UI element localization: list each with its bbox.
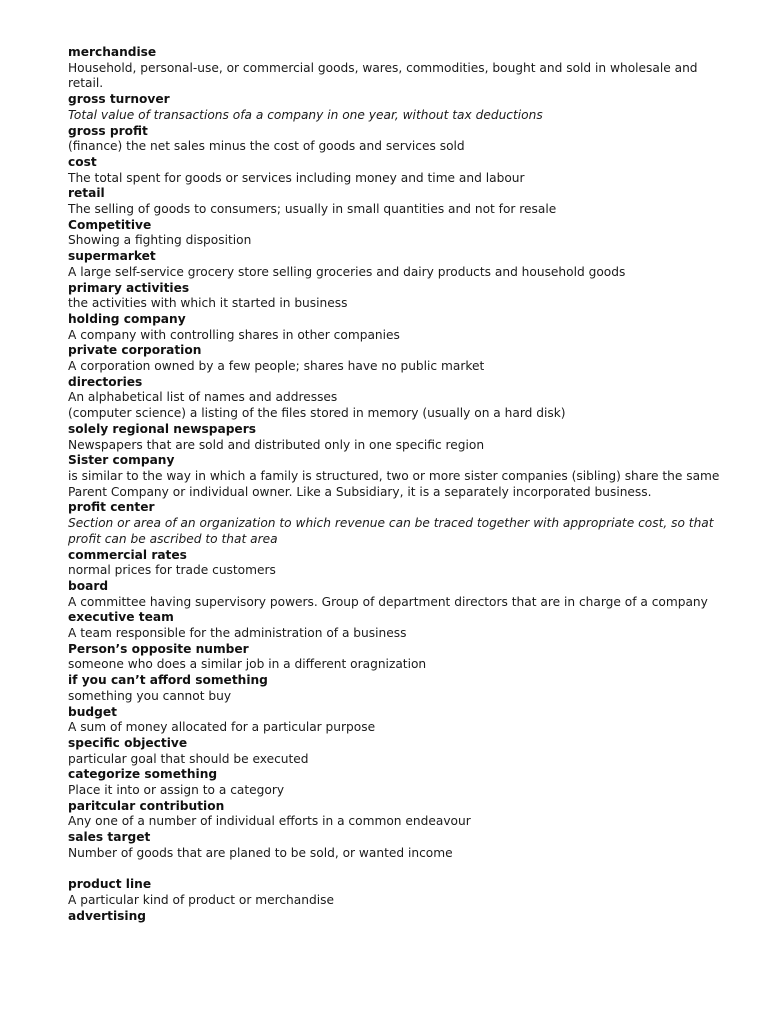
glossary-definition: Place it into or assign to a category <box>68 783 285 798</box>
glossary-entry <box>68 642 728 673</box>
glossary-term: board <box>68 578 109 593</box>
glossary-term: advertising <box>68 908 147 923</box>
glossary-term: categorize something <box>68 767 218 782</box>
glossary-term: Sister company <box>68 453 175 468</box>
glossary-definition: normal prices for trade customers <box>68 563 276 578</box>
glossary-definition: Section or area of an organization to which revenue can be traced together with appropriate cost, so that profit can be ascribed to that area <box>68 516 714 546</box>
glossary-definition: A team responsible for the administration of a business <box>68 626 407 641</box>
glossary-definition: A sum of money allocated for a particular purpose <box>68 720 376 735</box>
glossary-entry <box>68 799 728 830</box>
glossary-entry <box>68 343 728 374</box>
glossary-entry <box>68 736 728 767</box>
glossary-definition: the activities with which it started in business <box>68 296 348 311</box>
glossary-entry <box>68 610 728 641</box>
glossary-definition: Total value of transactions ofa a company in one year, without tax deductions <box>68 107 543 122</box>
glossary-term: retail <box>68 186 105 201</box>
glossary-term: primary activities <box>68 280 190 295</box>
glossary-term: profit center <box>68 500 155 515</box>
glossary-term: solely regional newspapers <box>68 421 256 436</box>
glossary-term: Person’s opposite number <box>68 641 249 656</box>
glossary-entry <box>68 579 728 610</box>
glossary-entry <box>68 422 728 453</box>
glossary-entry <box>68 45 728 92</box>
glossary-term: executive team <box>68 610 174 625</box>
glossary-definition: Newspapers that are sold and distributed only in one specific region <box>68 437 485 452</box>
glossary-entry <box>68 767 728 798</box>
glossary-definition: Any one of a number of individual efforts in a common endeavour <box>68 814 471 829</box>
glossary-definition: something you cannot buy <box>68 688 232 703</box>
glossary-entry <box>68 548 728 579</box>
glossary-entry <box>68 877 728 908</box>
glossary-term: cost <box>68 154 97 169</box>
glossary-definition: The total spent for goods or services including money and time and labour <box>68 170 525 185</box>
glossary-definition: The selling of goods to consumers; usually in small quantities and not for resale <box>68 202 557 217</box>
glossary-term: specific objective <box>68 735 188 750</box>
glossary-definition: (computer science) a listing of the files stored in memory (usually on a hard disk) <box>68 406 566 421</box>
glossary-term: merchandise <box>68 45 157 59</box>
glossary-term: holding company <box>68 311 186 326</box>
glossary-definition: A particular kind of product or merchandise <box>68 892 334 907</box>
glossary-definition: An alphabetical list of names and addresses <box>68 390 338 405</box>
glossary-term: Competitive <box>68 217 152 232</box>
glossary-entry <box>68 830 728 861</box>
glossary-entry <box>68 281 728 312</box>
glossary-definition: Showing a fighting disposition <box>68 233 252 248</box>
glossary-definition: someone who does a similar job in a different oragnization <box>68 657 427 672</box>
glossary-term: gross turnover <box>68 92 170 107</box>
glossary-definition: A company with controlling shares in other companies <box>68 327 400 342</box>
glossary-entry <box>68 249 728 280</box>
glossary-definition: particular goal that should be executed <box>68 751 309 766</box>
glossary-entry <box>68 673 728 704</box>
glossary-definition: (finance) the net sales minus the cost of goods and services sold <box>68 139 465 154</box>
glossary-page <box>68 45 728 924</box>
glossary-entry <box>68 705 728 736</box>
glossary-entry <box>68 312 728 343</box>
glossary-entry <box>68 186 728 217</box>
glossary-term: budget <box>68 704 117 719</box>
glossary-entry <box>68 124 728 155</box>
glossary-definition: A committee having supervisory powers. Group of department directors that are in charge of a company <box>68 594 708 609</box>
glossary-term: private corporation <box>68 343 202 358</box>
glossary-definition: Number of goods that are planed to be sold, or wanted income <box>68 845 453 860</box>
glossary-definition: A corporation owned by a few people; shares have no public market <box>68 359 485 374</box>
glossary-term: commercial rates <box>68 547 187 562</box>
glossary-entry <box>68 375 728 422</box>
glossary-term: paritcular contribution <box>68 798 225 813</box>
glossary-definition: Household, personal-use, or commercial goods, wares, commodities, bought and sold in wholesale and retail. <box>68 60 698 91</box>
glossary-entry <box>68 500 728 547</box>
blank-line <box>68 862 728 878</box>
glossary-term: if you can’t afford something <box>68 673 268 688</box>
glossary-entry <box>68 92 728 123</box>
glossary-term: supermarket <box>68 249 156 264</box>
glossary-term: sales target <box>68 830 151 845</box>
glossary-definition: A large self-service grocery store selling groceries and dairy products and household goods <box>68 264 626 279</box>
glossary-entry <box>68 909 728 925</box>
glossary-entry <box>68 453 728 500</box>
glossary-entry <box>68 155 728 186</box>
glossary-term: product line <box>68 877 152 892</box>
glossary-term: gross profit <box>68 123 148 138</box>
glossary-term: directories <box>68 374 143 389</box>
glossary-entry <box>68 218 728 249</box>
glossary-definition: is similar to the way in which a family is structured, two or more sister companies (sibling) share the same Parent Company or individual owner. Like a Subsidiary, it is a separately incorporated business. <box>68 468 720 499</box>
